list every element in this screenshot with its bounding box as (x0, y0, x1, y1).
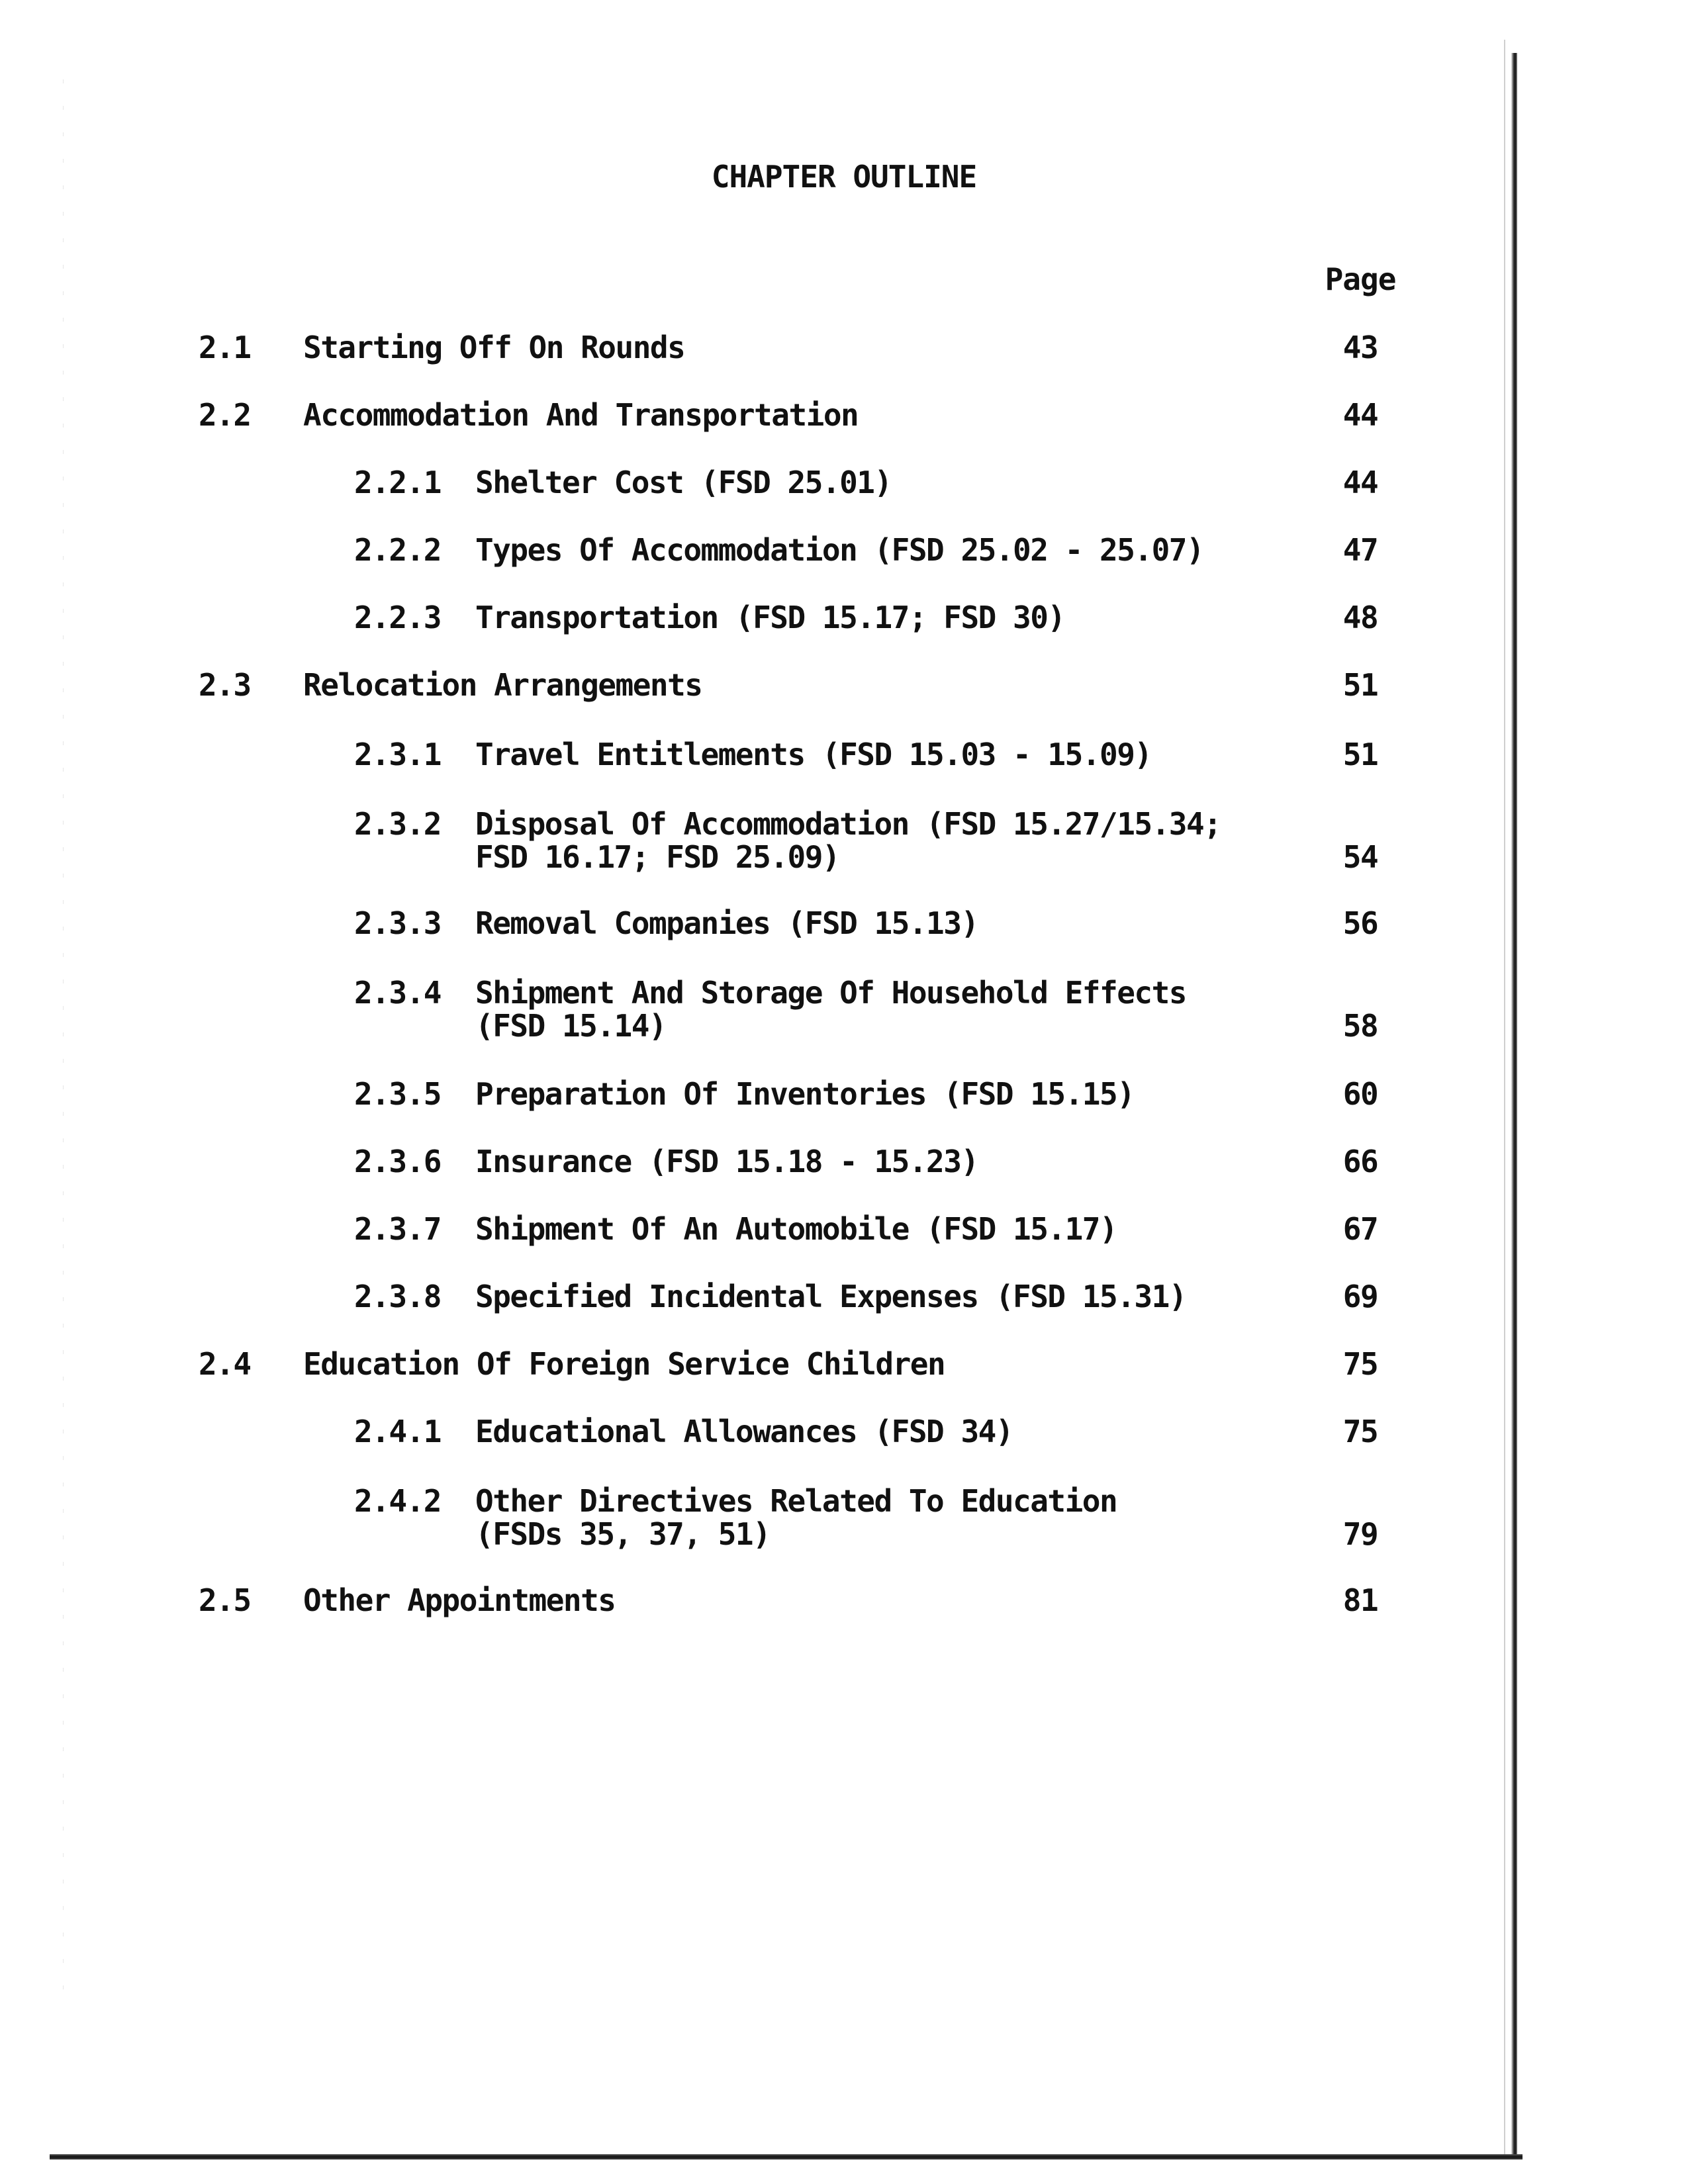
scan-bottom-edge (50, 2154, 1523, 2160)
toc-entry-number: 2.3.7 (354, 1211, 441, 1247)
toc-entry-page: 75 (1342, 1346, 1378, 1382)
toc-entry-title: Other Appointments (303, 1582, 616, 1618)
toc-entry-page: 67 (1342, 1211, 1378, 1247)
toc-entry-title: Types Of Accommodation (FSD 25.02 - 25.07) (475, 532, 1204, 568)
toc-entry-title: Travel Entitlements (FSD 15.03 - 15.09) (475, 737, 1152, 772)
toc-entry-page: 69 (1342, 1279, 1378, 1314)
page-title: CHAPTER OUTLINE (711, 159, 977, 195)
toc-entry-title: Educational Allowances (FSD 34) (475, 1414, 1013, 1449)
toc-entry-page: 56 (1342, 905, 1378, 941)
toc-entry-number: 2.3.1 (354, 737, 441, 772)
toc-entry-number: 2.3 (199, 667, 251, 703)
toc-entry-page: 44 (1342, 397, 1378, 433)
toc-entry-title: Preparation Of Inventories (FSD 15.15) (475, 1076, 1135, 1112)
toc-entry-number: 2.4 (199, 1346, 251, 1382)
scan-right-edge (1511, 53, 1517, 2158)
toc-entry-page: 81 (1342, 1582, 1378, 1618)
toc-entry-page: 60 (1342, 1076, 1378, 1112)
page-column-header: Page (1325, 261, 1396, 297)
toc-entry-number: 2.3.4 (354, 975, 441, 1011)
toc-entry-title: Shipment And Storage Of Household Effects (FSD 15.14) (475, 975, 1186, 1044)
toc-entry-number: 2.3.6 (354, 1144, 441, 1179)
toc-entry-page: 43 (1342, 330, 1378, 365)
toc-entry-title: Shipment Of An Automobile (FSD 15.17) (475, 1211, 1117, 1247)
toc-entry-title: Starting Off On Rounds (303, 330, 685, 365)
toc-entry-page: 48 (1342, 600, 1378, 635)
toc-entry-title: Insurance (FSD 15.18 - 15.23) (475, 1144, 978, 1179)
toc-entry-title: Relocation Arrangements (303, 667, 702, 703)
toc-entry-page: 66 (1342, 1144, 1378, 1179)
toc-entry-page: 58 (1342, 1008, 1378, 1044)
toc-entry-page: 47 (1342, 532, 1378, 568)
toc-entry-title: Disposal Of Accommodation (FSD 15.27/15.34; FSD 16.17; FSD 25.09) (475, 806, 1221, 875)
toc-entry-page: 51 (1342, 737, 1378, 772)
toc-entry-page: 51 (1342, 667, 1378, 703)
toc-entry-number: 2.3.8 (354, 1279, 441, 1314)
toc-entry-number: 2.4.2 (354, 1483, 441, 1519)
scan-right-edge-shadow (1504, 40, 1505, 2158)
toc-entry-page: 54 (1342, 839, 1378, 875)
toc-entry-page: 75 (1342, 1414, 1378, 1449)
toc-entry-number: 2.5 (199, 1582, 251, 1618)
toc-entry-title: Education Of Foreign Service Children (303, 1346, 945, 1382)
toc-entry-number: 2.2.2 (354, 532, 441, 568)
toc-entry-number: 2.4.1 (354, 1414, 441, 1449)
toc-entry-page: 44 (1342, 465, 1378, 500)
toc-entry-page: 79 (1342, 1516, 1378, 1552)
toc-entry-title: Removal Companies (FSD 15.13) (475, 905, 978, 941)
toc-entry-number: 2.3.2 (354, 806, 441, 842)
toc-entry-title: Specified Incidental Expenses (FSD 15.31) (475, 1279, 1186, 1314)
scan-margin-speckle (63, 79, 64, 1999)
toc-entry-title: Accommodation And Transportation (303, 397, 859, 433)
toc-entry-number: 2.3.3 (354, 905, 441, 941)
toc-entry-title: Other Directives Related To Education (FSDs 35, 37, 51) (475, 1483, 1117, 1552)
toc-entry-title: Transportation (FSD 15.17; FSD 30) (475, 600, 1065, 635)
toc-entry-number: 2.2.3 (354, 600, 441, 635)
toc-entry-number: 2.2 (199, 397, 251, 433)
toc-entry-number: 2.3.5 (354, 1076, 441, 1112)
toc-entry-title: Shelter Cost (FSD 25.01) (475, 465, 892, 500)
toc-entry-number: 2.1 (199, 330, 251, 365)
toc-entry-number: 2.2.1 (354, 465, 441, 500)
